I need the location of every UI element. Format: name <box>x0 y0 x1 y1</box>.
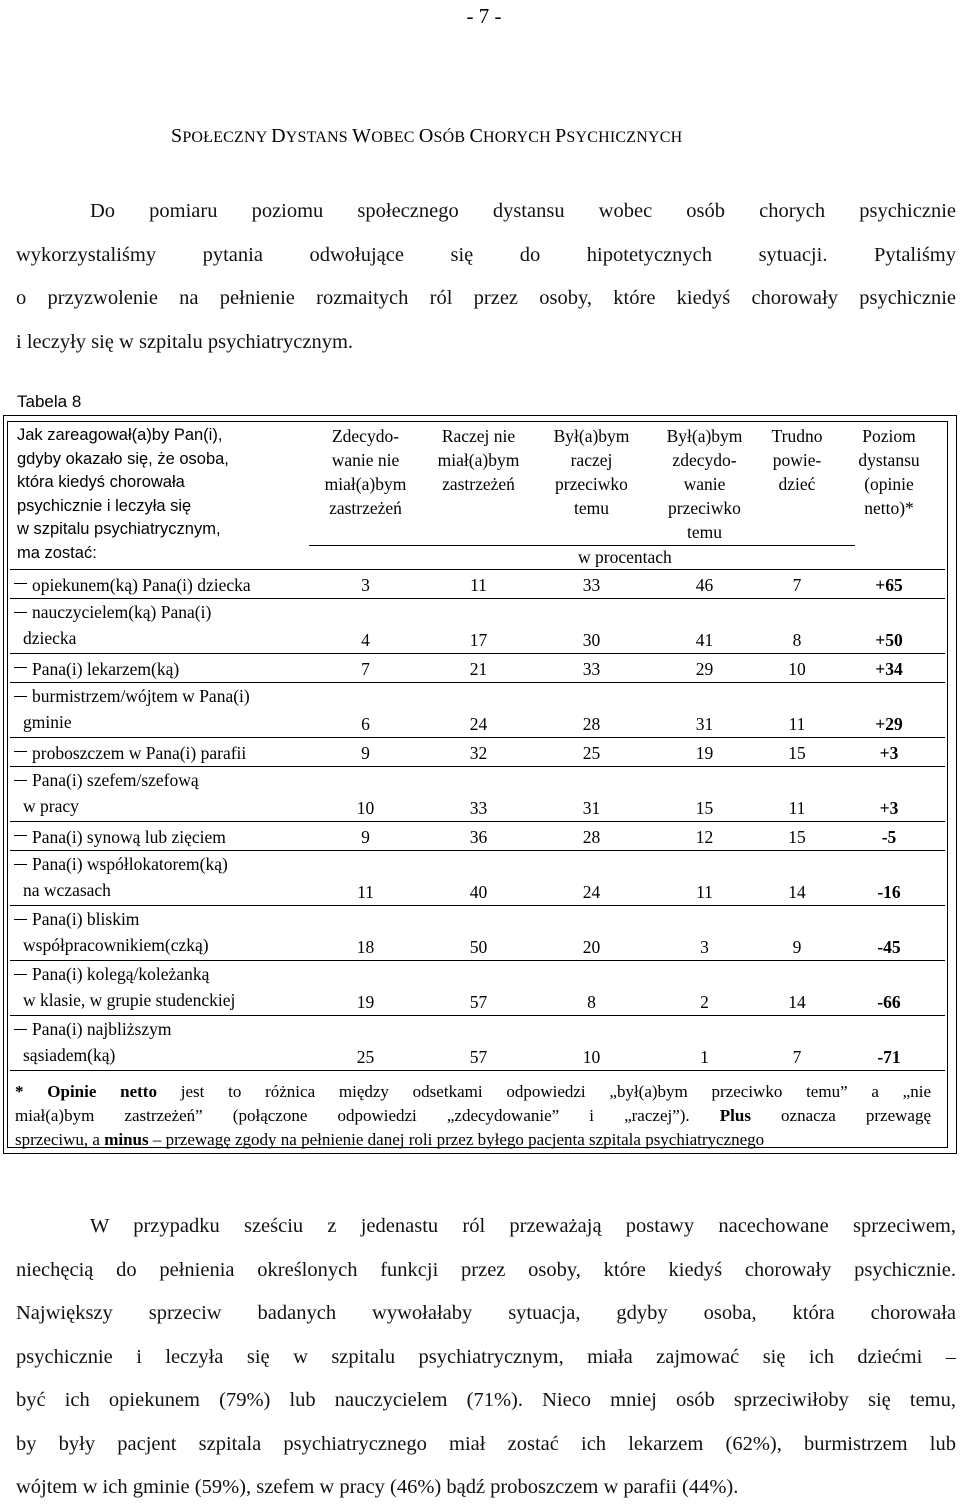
row-label <box>10 961 309 1016</box>
paragraph-line: wójtem w ich gminie (59%), szefem w pracy (46%) bądź proboszczem w parafii (44%). <box>16 1476 739 1498</box>
column-header-line: dzieć <box>778 474 816 494</box>
dash-bullet-icon <box>14 583 27 584</box>
paragraph-line: wykorzystaliśmy pytania odwołujące się do hipotetycznych sytuacji. Pytaliśmy <box>16 243 956 266</box>
column-header-line: Zdecydo- <box>331 426 400 446</box>
question-line: gdyby okazało się, że osoba, <box>17 449 229 468</box>
percent-cell: 12 <box>648 822 761 851</box>
row-label-line: w klasie, w grupie studenckiej <box>23 990 236 1010</box>
net-opinion-cell: -66 <box>833 961 945 1016</box>
paragraph-line: i leczyły się w szpitalu psychiatrycznym. <box>16 330 354 353</box>
footnote-line-2 <box>15 1104 931 1128</box>
column-header-line: zastrzeżeń <box>442 474 515 494</box>
percent-cell: 14 <box>761 851 833 906</box>
percent-cell: 15 <box>648 767 761 822</box>
percent-cell: 24 <box>422 683 535 738</box>
question-line: Jak zareagował(a)by Pan(i), <box>17 426 223 444</box>
column-header-line: miał(a)bym <box>437 450 520 470</box>
net-opinion-cell: +50 <box>833 599 945 654</box>
row-label-line: Pana(i) współlokatorem(ką) <box>32 854 228 874</box>
percent-cell: 10 <box>535 1016 648 1071</box>
row-label <box>10 906 309 961</box>
percent-cell: 57 <box>422 1016 535 1071</box>
row-label <box>10 1016 309 1071</box>
percent-cell: 15 <box>761 822 833 851</box>
question-line: w szpitalu psychiatrycznym, <box>17 520 221 538</box>
percent-cell: 11 <box>761 683 833 738</box>
question-header <box>10 424 309 570</box>
section-title-part: W <box>352 125 372 147</box>
section-title-part: C <box>469 125 483 147</box>
footnote-line-3-text: sprzeciwu, a <box>15 1130 105 1149</box>
net-opinion-cell: -16 <box>833 851 945 906</box>
question-line: psychicznie i leczyła się <box>17 496 192 515</box>
column-header-line: wanie <box>683 474 726 494</box>
footnote-line-2-rest: oznacza przewagę <box>750 1106 931 1125</box>
percent-cell: 32 <box>422 738 535 767</box>
percent-cell: 11 <box>761 767 833 822</box>
column-header-line: (opinie <box>864 474 914 494</box>
percent-cell: 3 <box>309 570 422 599</box>
table-row <box>10 767 945 822</box>
row-label-line: opiekunem(ką) Pana(i) dziecka <box>32 575 251 595</box>
percent-cell: 41 <box>648 599 761 654</box>
outro-paragraph <box>16 1205 956 1510</box>
percent-cell: 7 <box>761 570 833 599</box>
section-title-part: YSTANS <box>285 129 353 146</box>
net-opinion-cell: +65 <box>833 570 945 599</box>
table-row <box>10 738 945 767</box>
percent-cell: 29 <box>648 654 761 683</box>
row-label-line: burmistrzem/wójtem w Pana(i) <box>32 686 250 706</box>
row-label <box>10 851 309 906</box>
percent-cell: 50 <box>422 906 535 961</box>
percent-cell: 19 <box>648 738 761 767</box>
percent-cell: 25 <box>309 1016 422 1071</box>
row-label-line: Pana(i) kolegą/koleżanką <box>32 964 210 984</box>
percent-cell: 20 <box>535 906 648 961</box>
percent-cell: 9 <box>309 738 422 767</box>
percent-cell: 21 <box>422 654 535 683</box>
paragraph-line: o przyzwolenie na pełnienie rozmaitych ról przez osoby, które kiedyś chorowały psychicznie <box>16 287 956 309</box>
column-header-line: Poziom <box>862 426 916 446</box>
table-row <box>10 961 945 1016</box>
footnote-minus-word: minus <box>104 1130 149 1149</box>
row-label-line: gminie <box>23 712 72 732</box>
row-label-line: współpracownikiem(czką) <box>23 935 209 955</box>
net-opinion-cell: -71 <box>833 1016 945 1071</box>
percent-cell: 11 <box>309 851 422 906</box>
percent-cell: 2 <box>648 961 761 1016</box>
row-label-line: Pana(i) bliskim <box>32 909 140 929</box>
row-label <box>10 570 309 599</box>
percent-cell: 31 <box>648 683 761 738</box>
footnote-line-1-text: jest to różnica między odsetkami odpowiedzi „był(a)bym przeciwko temu” a „nie <box>156 1082 931 1101</box>
table-row <box>10 1016 945 1071</box>
row-label-line: nauczycielem(ką) Pana(i) <box>32 602 212 622</box>
column-header-line: powie- <box>772 450 822 470</box>
row-label <box>10 738 309 767</box>
section-title-part: S <box>171 125 183 147</box>
percent-cell: 9 <box>309 822 422 851</box>
net-opinion-cell: +34 <box>833 654 945 683</box>
row-label-line: proboszczem w Pana(i) parafii <box>32 743 247 763</box>
column-header-line: Raczej nie <box>441 426 516 446</box>
column-header-line: Był(a)bym <box>553 426 630 446</box>
footnote-line-3 <box>15 1128 931 1152</box>
table-caption: Tabela 8 <box>17 392 82 411</box>
column-header <box>309 424 422 570</box>
paragraph-line: być ich opiekunem (79%) lub nauczycielem (71%). Nieco mniej osób sprzeciwiłoby się temu, <box>16 1389 956 1411</box>
row-label <box>10 822 309 851</box>
dash-bullet-icon <box>14 835 27 836</box>
paragraph-line: niechęcią do pełnienia określonych funkcji przez osoby, które kiedyś chorowały psychicznie. <box>16 1258 956 1281</box>
paragraph-line: by były pacjent szpitala psychiatrycznego miał zostać ich lekarzem (62%), burmistrzem lub <box>16 1432 956 1455</box>
column-header-line: raczej <box>570 450 613 470</box>
percent-cell: 1 <box>648 1016 761 1071</box>
section-title-part: D <box>271 125 286 147</box>
dash-bullet-icon <box>14 696 27 697</box>
percent-cell: 18 <box>309 906 422 961</box>
percent-cell: 33 <box>422 767 535 822</box>
percent-cell: 40 <box>422 851 535 906</box>
section-title-part: P <box>555 125 567 147</box>
percent-cell: 7 <box>309 654 422 683</box>
column-header-line: netto)* <box>864 498 914 518</box>
column-header-line: przeciwko <box>555 474 628 494</box>
percent-cell: 15 <box>761 738 833 767</box>
dash-bullet-icon <box>14 780 27 781</box>
dash-bullet-icon <box>14 751 27 752</box>
column-header-line: miał(a)bym <box>324 474 407 494</box>
question-line: która kiedyś chorowała <box>17 473 185 491</box>
column-header-line: zdecydo- <box>672 450 737 470</box>
net-opinion-cell: +3 <box>833 767 945 822</box>
net-opinion-cell: +3 <box>833 738 945 767</box>
percent-cell: 10 <box>309 767 422 822</box>
percent-cell: 33 <box>535 654 648 683</box>
footnote-line-2-text: miał(a)bym zastrzeżeń” (połączone odpowiedzi „zdecydowanie” i „raczej”). <box>15 1106 720 1125</box>
row-label-line: dziecka <box>23 628 77 648</box>
dash-bullet-icon <box>14 667 27 668</box>
paragraph-line: Największy sprzeciw badanych wywołałaby sytuacja, gdyby osoba, która chorowała <box>16 1302 956 1324</box>
percent-cell: 4 <box>309 599 422 654</box>
percent-cell: 33 <box>535 570 648 599</box>
row-label <box>10 654 309 683</box>
net-opinion-cell: -45 <box>833 906 945 961</box>
table-row <box>10 906 945 961</box>
column-header <box>422 424 535 570</box>
percent-cell: 19 <box>309 961 422 1016</box>
row-label-line: sąsiadem(ką) <box>23 1045 116 1065</box>
section-title-part: POŁECZNY <box>182 129 272 146</box>
section-title-part: O <box>418 125 434 147</box>
percent-cell: 3 <box>648 906 761 961</box>
table-footnote <box>15 1080 931 1152</box>
net-opinion-cell: +29 <box>833 683 945 738</box>
percent-cell: 10 <box>761 654 833 683</box>
section-title-part: HORYCH <box>483 129 556 146</box>
column-header-line: przeciwko <box>668 498 741 518</box>
section-title-part: SYCHICZNYCH <box>566 129 683 146</box>
column-header-line: Trudno <box>771 426 823 446</box>
percent-cell: 8 <box>761 599 833 654</box>
distance-table <box>10 424 945 1071</box>
row-label <box>10 767 309 822</box>
percent-cell: 36 <box>422 822 535 851</box>
column-header <box>833 424 945 570</box>
percent-cell: 11 <box>648 851 761 906</box>
column-header-line: wanie nie <box>331 450 400 470</box>
dash-bullet-icon <box>14 974 27 975</box>
footnote-plus-word: Plus <box>719 1106 751 1125</box>
column-header-line: temu <box>687 522 722 542</box>
table-body <box>10 570 945 1071</box>
row-label <box>10 683 309 738</box>
percent-cell: 24 <box>535 851 648 906</box>
paragraph-line: W przypadku sześciu z jedenastu ról przeważają postawy nacechowane sprzeciwem, <box>90 1215 956 1237</box>
percent-cell: 17 <box>422 599 535 654</box>
section-title <box>171 125 682 148</box>
percent-cell: 28 <box>535 822 648 851</box>
table-row <box>10 822 945 851</box>
row-label-line: Pana(i) szefem/szefową <box>32 770 199 790</box>
table-row <box>10 683 945 738</box>
percent-cell: 28 <box>535 683 648 738</box>
question-line: ma zostać: <box>17 543 97 562</box>
column-header <box>761 424 833 570</box>
page-number: - 7 - <box>466 4 502 28</box>
footnote-star-label: * Opinie netto <box>15 1082 157 1101</box>
section-title-part: SÓB <box>433 129 470 146</box>
paragraph-line: psychicznie i leczyła się w szpitalu psychiatrycznym, miała zajmować się ich dziećmi – <box>16 1345 956 1368</box>
column-header-line: dystansu <box>858 450 920 470</box>
column-header-line: zastrzeżeń <box>329 498 402 518</box>
dash-bullet-icon <box>14 1029 27 1030</box>
dash-bullet-icon <box>14 919 27 920</box>
percent-cell: 9 <box>761 906 833 961</box>
intro-paragraph <box>16 190 956 364</box>
percent-cell: 7 <box>761 1016 833 1071</box>
percent-cell: 46 <box>648 570 761 599</box>
net-opinion-cell: -5 <box>833 822 945 851</box>
dash-bullet-icon <box>14 864 27 865</box>
row-label-line: Pana(i) lekarzem(ką) <box>32 659 180 679</box>
row-label-line: Pana(i) najbliższym <box>32 1019 172 1039</box>
percent-cell: 14 <box>761 961 833 1016</box>
percent-cell: 11 <box>422 570 535 599</box>
percent-cell: 6 <box>309 683 422 738</box>
footnote-line-1 <box>15 1080 931 1104</box>
unit-label: w procentach <box>578 547 672 567</box>
table-row <box>10 851 945 906</box>
percent-cell: 30 <box>535 599 648 654</box>
table-row <box>10 570 945 599</box>
percent-cell: 25 <box>535 738 648 767</box>
row-label <box>10 599 309 654</box>
footnote-line-3-rest: – przewagę zgody na pełnienie danej roli przez byłego pacjenta szpitala psychiatrycznego <box>148 1130 765 1149</box>
percent-cell: 57 <box>422 961 535 1016</box>
table-row <box>10 599 945 654</box>
paragraph-line: Do pomiaru poziomu społecznego dystansu wobec osób chorych psychicznie <box>90 200 956 222</box>
section-title-part: OBEC <box>371 129 419 146</box>
column-header-line: Był(a)bym <box>666 426 743 446</box>
unit-separator-line <box>309 545 855 546</box>
table-row <box>10 654 945 683</box>
dash-bullet-icon <box>14 612 27 613</box>
row-label-line: w pracy <box>23 796 79 816</box>
percent-cell: 8 <box>535 961 648 1016</box>
percent-cell: 31 <box>535 767 648 822</box>
column-header-line: temu <box>574 498 609 518</box>
row-label-line: na wczasach <box>23 880 111 900</box>
table-header-row <box>10 424 945 570</box>
row-label-line: Pana(i) synową lub zięciem <box>32 827 226 847</box>
